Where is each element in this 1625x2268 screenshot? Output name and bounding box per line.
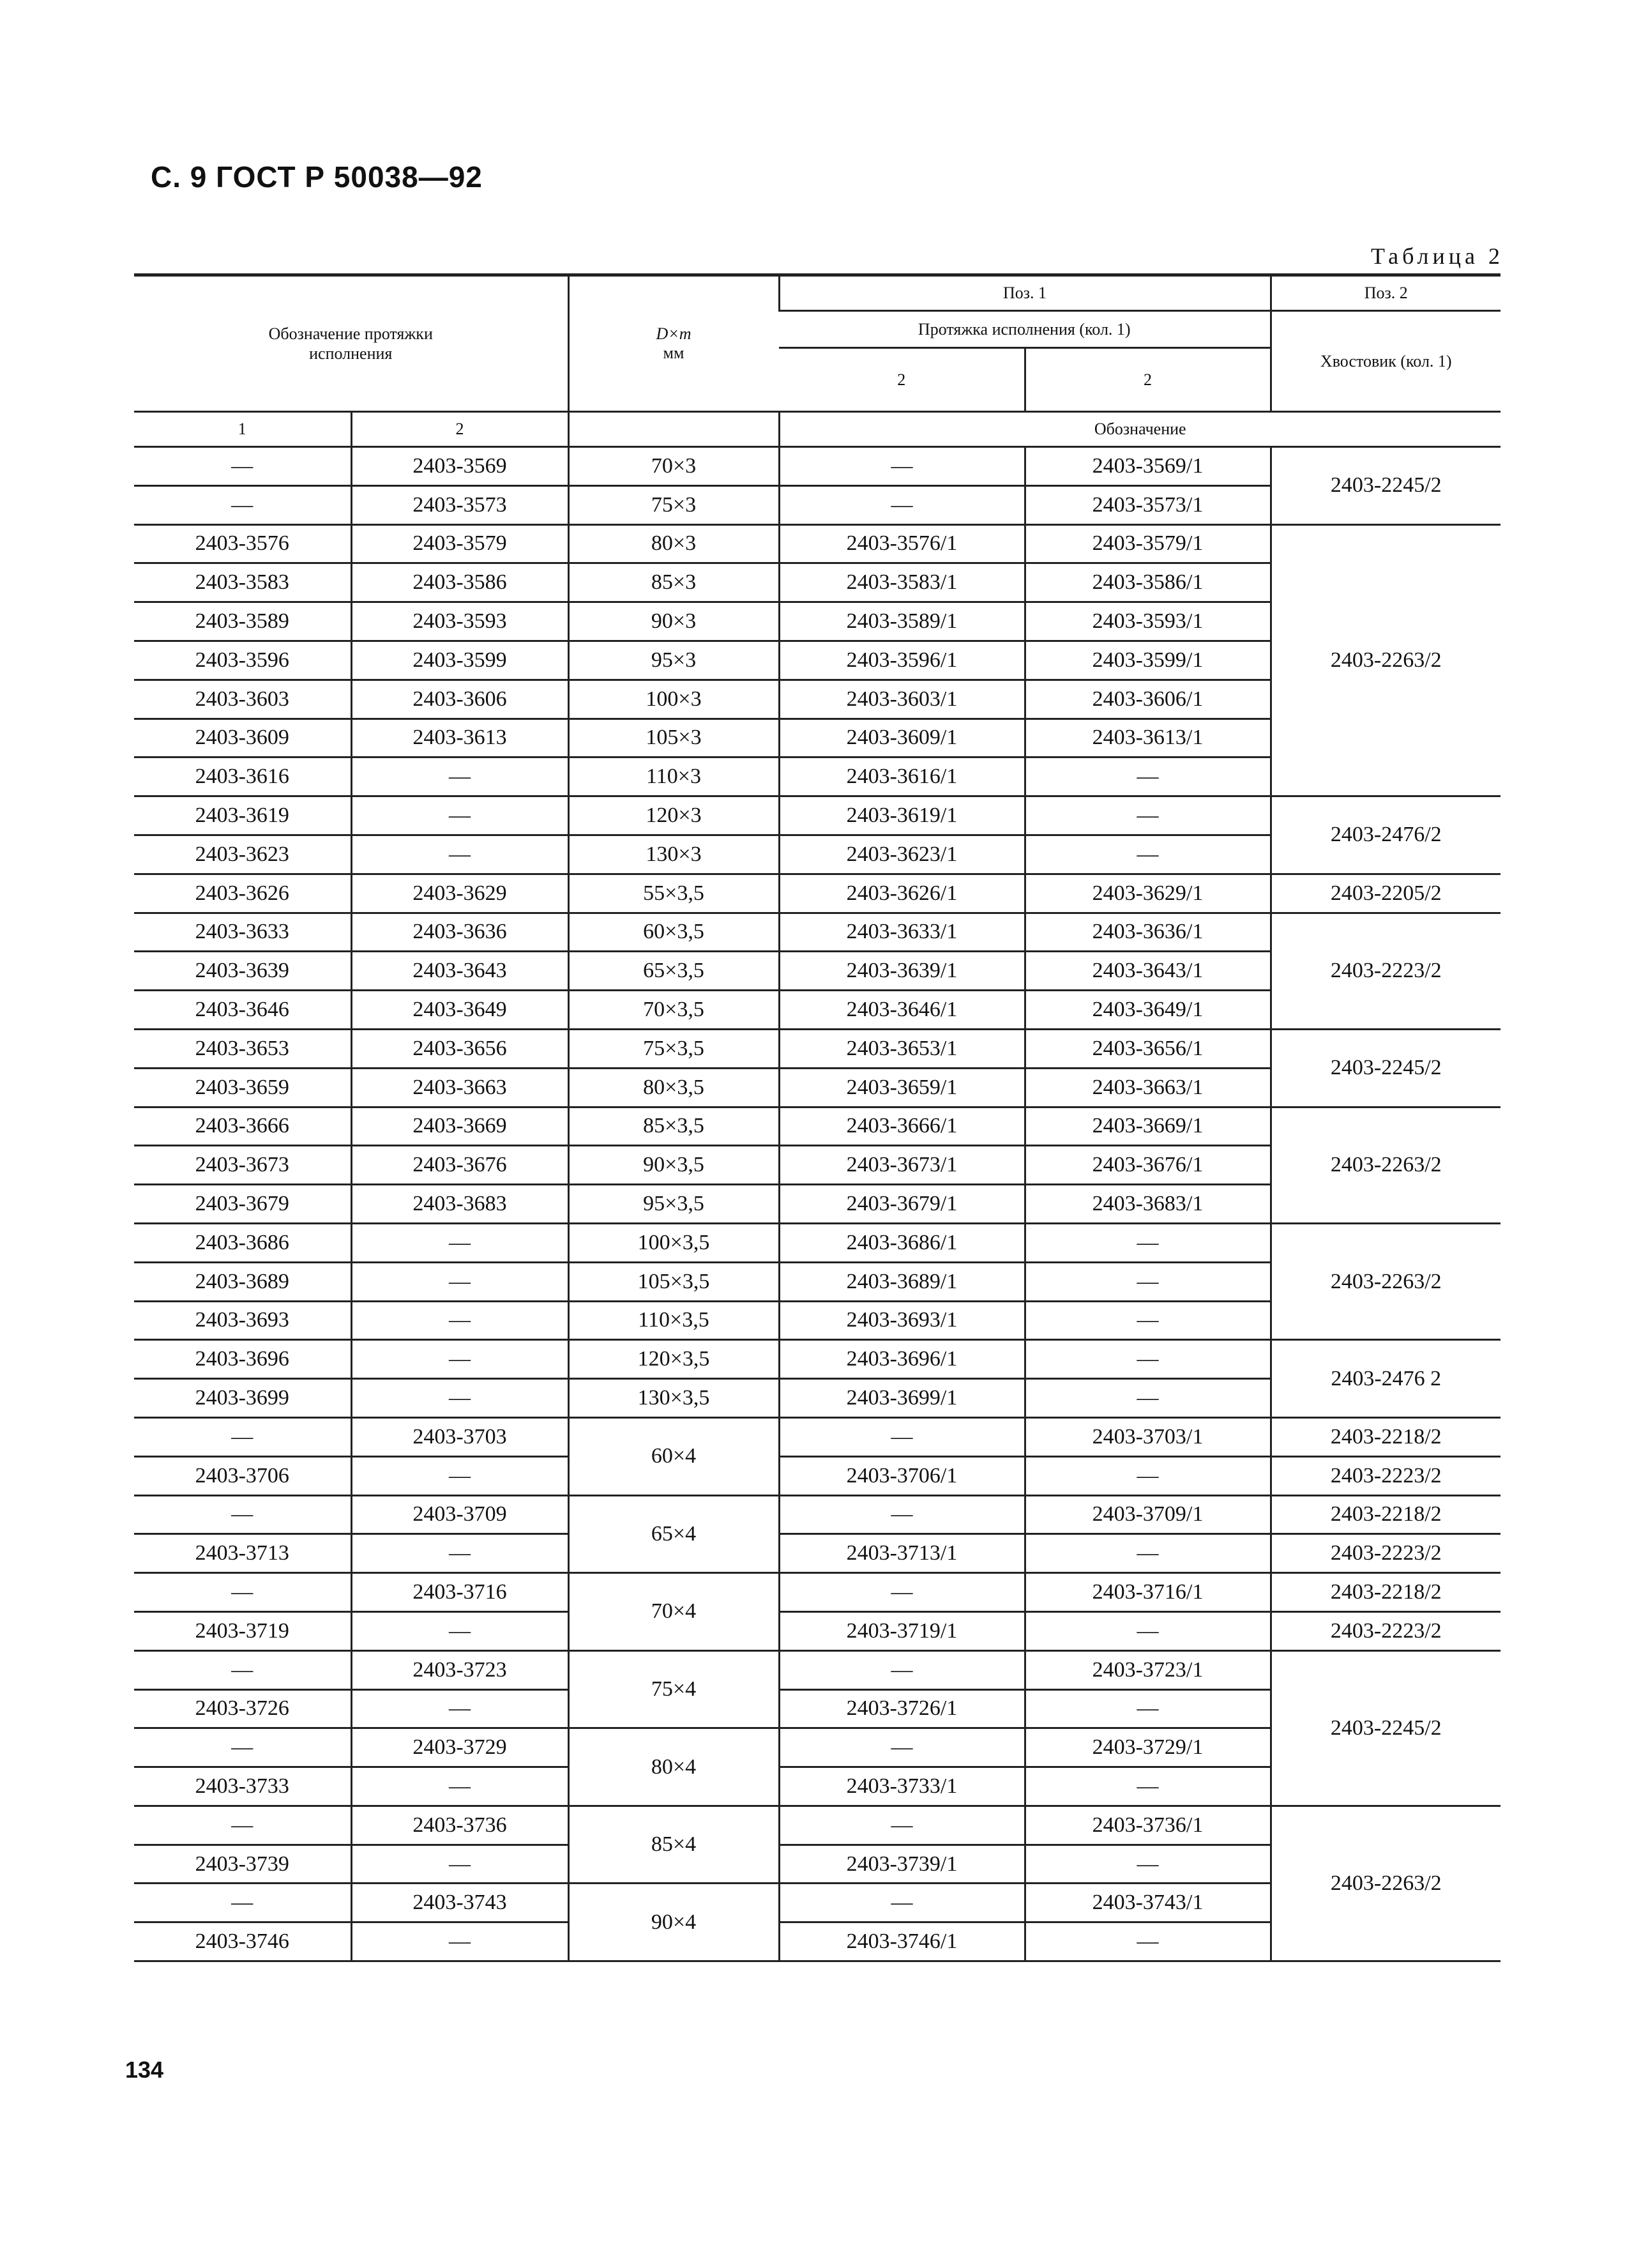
pos1-variant-1-cell: 2403-3699/1 (779, 1379, 1025, 1418)
designation-variant-1-cell: 2403-3603 (134, 680, 351, 719)
table-row (134, 1223, 1500, 1262)
header-pos1-col2: 2 (1025, 348, 1271, 412)
designation-variant-1-cell: 2403-3666 (134, 1107, 351, 1146)
pos1-variant-2-cell: — (1025, 1340, 1271, 1379)
dxm-cell: 120×3,5 (568, 1340, 779, 1379)
designation-variant-1-cell: 2403-3646 (134, 991, 351, 1030)
pos1-variant-2-cell: 2403-3573/1 (1025, 485, 1271, 524)
table-row (134, 1029, 1500, 1068)
pos1-variant-1-cell: 2403-3583/1 (779, 563, 1025, 602)
dxm-cell: 90×4 (568, 1884, 779, 1961)
shank-designation-cell: 2403-2223/2 (1271, 1611, 1500, 1650)
dxm-cell: 55×3,5 (568, 874, 779, 913)
pos1-variant-2-cell: — (1025, 1456, 1271, 1495)
pos1-variant-1-cell: 2403-3679/1 (779, 1185, 1025, 1224)
designation-variant-1-cell: 2403-3739 (134, 1845, 351, 1884)
dxm-cell: 110×3,5 (568, 1301, 779, 1340)
pos1-variant-2-cell: 2403-3729/1 (1025, 1728, 1271, 1767)
designation-variant-1-cell: — (134, 1650, 351, 1689)
designation-variant-2-cell: 2403-3683 (351, 1185, 568, 1224)
dxm-cell: 65×3,5 (568, 952, 779, 991)
pos1-variant-1-cell: 2403-3596/1 (779, 641, 1025, 680)
designation-variant-2-cell: 2403-3656 (351, 1029, 568, 1068)
shank-designation-cell: 2403-2223/2 (1271, 1534, 1500, 1573)
shank-designation-cell: 2403-2223/2 (1271, 1456, 1500, 1495)
shank-designation-cell: 2403-2218/2 (1271, 1495, 1500, 1534)
designation-variant-1-cell: — (134, 485, 351, 524)
dxm-cell: 70×3 (568, 447, 779, 486)
pos1-variant-2-cell: 2403-3703/1 (1025, 1417, 1271, 1456)
header-designation-variant-label: Обозначение протяжки исполнения (268, 324, 433, 363)
pos1-variant-1-cell: 2403-3609/1 (779, 719, 1025, 757)
shank-designation-cell: 2403-2218/2 (1271, 1573, 1500, 1612)
table-row (134, 1495, 1500, 1534)
shank-designation-cell: 2403-2245/2 (1271, 1650, 1500, 1806)
designation-variant-1-cell: 2403-3726 (134, 1689, 351, 1728)
dxm-cell: 75×4 (568, 1650, 779, 1728)
pos1-variant-1-cell: 2403-3589/1 (779, 602, 1025, 641)
designation-variant-2-cell: 2403-3649 (351, 991, 568, 1030)
designation-variant-2-cell: 2403-3586 (351, 563, 568, 602)
designation-variant-2-cell: 2403-3669 (351, 1107, 568, 1146)
shank-designation-cell: 2403-2263/2 (1271, 1806, 1500, 1961)
designation-variant-1-cell: 2403-3689 (134, 1262, 351, 1301)
designation-variant-1-cell: 2403-3626 (134, 874, 351, 913)
pos1-variant-1-cell: 2403-3693/1 (779, 1301, 1025, 1340)
pos1-variant-2-cell: — (1025, 1689, 1271, 1728)
designation-variant-2-cell: — (351, 1301, 568, 1340)
designation-variant-2-cell: 2403-3723 (351, 1650, 568, 1689)
table-row (134, 1107, 1500, 1146)
pos1-variant-1-cell: 2403-3706/1 (779, 1456, 1025, 1495)
dxm-cell: 75×3 (568, 485, 779, 524)
pos1-variant-1-cell: — (779, 1573, 1025, 1612)
designation-variant-2-cell: 2403-3729 (351, 1728, 568, 1767)
pos1-variant-2-cell: 2403-3723/1 (1025, 1650, 1271, 1689)
dxm-cell: 90×3,5 (568, 1146, 779, 1185)
designation-variant-2-cell: 2403-3736 (351, 1806, 568, 1845)
table-row (134, 1611, 1500, 1650)
spec-table-body (134, 447, 1500, 1961)
designation-variant-2-cell: — (351, 1689, 568, 1728)
dxm-cell: 120×3 (568, 796, 779, 835)
shank-designation-cell: 2403-2476 2 (1271, 1340, 1500, 1418)
designation-variant-2-cell: 2403-3579 (351, 524, 568, 563)
pos1-variant-2-cell: 2403-3716/1 (1025, 1573, 1271, 1612)
table-row (134, 1534, 1500, 1573)
pos1-variant-1-cell: 2403-3653/1 (779, 1029, 1025, 1068)
designation-variant-1-cell: 2403-3639 (134, 952, 351, 991)
designation-variant-1-cell: 2403-3673 (134, 1146, 351, 1185)
designation-variant-1-cell: 2403-3686 (134, 1223, 351, 1262)
table-row (134, 1573, 1500, 1612)
designation-variant-1-cell: — (134, 1806, 351, 1845)
dxm-cell: 95×3,5 (568, 1185, 779, 1224)
designation-variant-1-cell: 2403-3693 (134, 1301, 351, 1340)
pos1-variant-1-cell: 2403-3696/1 (779, 1340, 1025, 1379)
designation-variant-2-cell: — (351, 1922, 568, 1961)
header-dxm-label: D×m (656, 324, 692, 343)
shank-designation-cell: 2403-2263/2 (1271, 1223, 1500, 1339)
designation-variant-1-cell: 2403-3719 (134, 1611, 351, 1650)
designation-variant-2-cell: — (351, 796, 568, 835)
pos1-variant-1-cell: 2403-3713/1 (779, 1534, 1025, 1573)
designation-variant-2-cell: — (351, 1611, 568, 1650)
dxm-cell: 75×3,5 (568, 1029, 779, 1068)
designation-variant-2-cell: — (351, 1767, 568, 1806)
designation-variant-1-cell: 2403-3616 (134, 757, 351, 796)
header-pos2-sub-label: Хвостовик (кол. 1) (1320, 351, 1452, 370)
dxm-cell: 90×3 (568, 602, 779, 641)
table-row (134, 874, 1500, 913)
pos1-variant-2-cell: 2403-3643/1 (1025, 952, 1271, 991)
pos1-variant-2-cell: 2403-3613/1 (1025, 719, 1271, 757)
pos1-variant-2-cell: — (1025, 1262, 1271, 1301)
pos1-variant-2-cell: 2403-3676/1 (1025, 1146, 1271, 1185)
page-header-title: С. 9 ГОСТ Р 50038—92 (151, 160, 483, 194)
pos1-variant-1-cell: 2403-3576/1 (779, 524, 1025, 563)
pos1-variant-1-cell: 2403-3633/1 (779, 913, 1025, 952)
dxm-cell: 105×3,5 (568, 1262, 779, 1301)
pos1-variant-1-cell: 2403-3626/1 (779, 874, 1025, 913)
pos1-variant-2-cell: — (1025, 1922, 1271, 1961)
designation-variant-1-cell: 2403-3699 (134, 1379, 351, 1418)
pos1-variant-1-cell: — (779, 1728, 1025, 1767)
pos1-variant-2-cell: 2403-3569/1 (1025, 447, 1271, 486)
dxm-cell: 60×3,5 (568, 913, 779, 952)
designation-variant-1-cell: — (134, 447, 351, 486)
designation-variant-1-cell: — (134, 1417, 351, 1456)
pos1-variant-2-cell: — (1025, 835, 1271, 874)
header-dxm-unit: мм (663, 344, 684, 362)
pos1-variant-2-cell: 2403-3629/1 (1025, 874, 1271, 913)
table-row (134, 1806, 1500, 1845)
pos1-variant-1-cell: — (779, 1417, 1025, 1456)
designation-variant-2-cell: — (351, 1534, 568, 1573)
designation-variant-2-cell: 2403-3606 (351, 680, 568, 719)
designation-variant-2-cell: — (351, 835, 568, 874)
dxm-cell: 80×3,5 (568, 1068, 779, 1107)
pos1-variant-2-cell: — (1025, 1534, 1271, 1573)
dxm-cell: 105×3 (568, 719, 779, 757)
pos1-variant-2-cell: — (1025, 1611, 1271, 1650)
pos1-variant-1-cell: 2403-3739/1 (779, 1845, 1025, 1884)
pos1-variant-2-cell: — (1025, 1301, 1271, 1340)
pos1-variant-1-cell: — (779, 485, 1025, 524)
pos1-variant-1-cell: 2403-3726/1 (779, 1689, 1025, 1728)
table-row (134, 796, 1500, 835)
pos1-variant-2-cell: 2403-3586/1 (1025, 563, 1271, 602)
designation-variant-2-cell: 2403-3743 (351, 1884, 568, 1922)
pos1-variant-1-cell: — (779, 1650, 1025, 1689)
designation-variant-1-cell: 2403-3583 (134, 563, 351, 602)
pos1-variant-1-cell: 2403-3689/1 (779, 1262, 1025, 1301)
designation-variant-2-cell: — (351, 1456, 568, 1495)
designation-variant-1-cell: 2403-3609 (134, 719, 351, 757)
designation-variant-1-cell: 2403-3679 (134, 1185, 351, 1224)
pos1-variant-2-cell: — (1025, 1845, 1271, 1884)
pos1-variant-2-cell: 2403-3636/1 (1025, 913, 1271, 952)
header-num-col2: 2 (351, 412, 568, 447)
table-row (134, 1340, 1500, 1379)
pos1-variant-2-cell: 2403-3669/1 (1025, 1107, 1271, 1146)
designation-variant-1-cell: 2403-3653 (134, 1029, 351, 1068)
shank-designation-cell: 2403-2263/2 (1271, 524, 1500, 796)
designation-variant-2-cell: — (351, 1262, 568, 1301)
pos1-variant-2-cell: 2403-3656/1 (1025, 1029, 1271, 1068)
pos1-variant-1-cell: — (779, 447, 1025, 486)
designation-variant-2-cell: 2403-3716 (351, 1573, 568, 1612)
pos1-variant-2-cell: 2403-3663/1 (1025, 1068, 1271, 1107)
designation-variant-2-cell: 2403-3709 (351, 1495, 568, 1534)
designation-variant-2-cell: — (351, 1845, 568, 1884)
designation-variant-1-cell: — (134, 1884, 351, 1922)
table-row (134, 1650, 1500, 1689)
pos1-variant-1-cell: 2403-3646/1 (779, 991, 1025, 1030)
pos1-variant-1-cell: 2403-3666/1 (779, 1107, 1025, 1146)
pos1-variant-2-cell: 2403-3649/1 (1025, 991, 1271, 1030)
pos1-variant-2-cell: 2403-3736/1 (1025, 1806, 1271, 1845)
designation-variant-1-cell: 2403-3706 (134, 1456, 351, 1495)
dxm-cell: 130×3 (568, 835, 779, 874)
pos1-variant-2-cell: 2403-3599/1 (1025, 641, 1271, 680)
designation-variant-2-cell: 2403-3676 (351, 1146, 568, 1185)
designation-variant-1-cell: 2403-3659 (134, 1068, 351, 1107)
designation-variant-1-cell: 2403-3596 (134, 641, 351, 680)
dxm-cell: 85×3 (568, 563, 779, 602)
table-row (134, 1417, 1500, 1456)
designation-variant-1-cell: — (134, 1728, 351, 1767)
designation-variant-1-cell: 2403-3619 (134, 796, 351, 835)
table-row (134, 447, 1500, 486)
pos1-variant-1-cell: 2403-3673/1 (779, 1146, 1025, 1185)
pos1-variant-2-cell: — (1025, 1379, 1271, 1418)
designation-variant-2-cell: 2403-3569 (351, 447, 568, 486)
table-row (134, 913, 1500, 952)
designation-variant-1-cell: 2403-3589 (134, 602, 351, 641)
pos1-variant-2-cell: — (1025, 796, 1271, 835)
shank-designation-cell: 2403-2245/2 (1271, 447, 1500, 525)
pos1-variant-2-cell: 2403-3709/1 (1025, 1495, 1271, 1534)
header-pos2-sub (1271, 311, 1500, 412)
header-dxm (568, 275, 779, 412)
shank-designation-cell: 2403-2245/2 (1271, 1029, 1500, 1107)
pos1-variant-2-cell: 2403-3579/1 (1025, 524, 1271, 563)
designation-variant-1-cell: 2403-3733 (134, 1767, 351, 1806)
designation-variant-2-cell: 2403-3599 (351, 641, 568, 680)
designation-variant-1-cell: — (134, 1573, 351, 1612)
dxm-cell: 65×4 (568, 1495, 779, 1573)
dxm-cell: 85×3,5 (568, 1107, 779, 1146)
pos1-variant-1-cell: 2403-3616/1 (779, 757, 1025, 796)
designation-variant-2-cell: 2403-3703 (351, 1417, 568, 1456)
dxm-cell: 60×4 (568, 1417, 779, 1495)
designation-variant-1-cell: — (134, 1495, 351, 1534)
designation-variant-1-cell: 2403-3696 (134, 1340, 351, 1379)
pos1-variant-1-cell: 2403-3639/1 (779, 952, 1025, 991)
designation-variant-2-cell: 2403-3636 (351, 913, 568, 952)
pos1-variant-2-cell: — (1025, 757, 1271, 796)
header-num-blank (568, 412, 779, 447)
pos1-variant-2-cell: 2403-3593/1 (1025, 602, 1271, 641)
dxm-cell: 80×4 (568, 1728, 779, 1806)
pos1-variant-1-cell: — (779, 1495, 1025, 1534)
designation-variant-1-cell: 2403-3633 (134, 913, 351, 952)
pos1-variant-1-cell: — (779, 1806, 1025, 1845)
header-designation: Обозначение (779, 412, 1500, 447)
dxm-cell: 70×3,5 (568, 991, 779, 1030)
table-row (134, 1456, 1500, 1495)
designation-variant-2-cell: — (351, 1223, 568, 1262)
header-pos1-col1: 2 (779, 348, 1025, 412)
page-number: 134 (125, 2057, 164, 2083)
dxm-cell: 100×3,5 (568, 1223, 779, 1262)
pos1-variant-1-cell: 2403-3733/1 (779, 1767, 1025, 1806)
shank-designation-cell: 2403-2223/2 (1271, 913, 1500, 1029)
dxm-cell: 100×3 (568, 680, 779, 719)
pos1-variant-2-cell: 2403-3606/1 (1025, 680, 1271, 719)
pos1-variant-1-cell: 2403-3746/1 (779, 1922, 1025, 1961)
header-pos2: Поз. 2 (1271, 275, 1500, 311)
header-designation-variant (134, 275, 568, 412)
designation-variant-2-cell: 2403-3643 (351, 952, 568, 991)
dxm-cell: 95×3 (568, 641, 779, 680)
dxm-cell: 130×3,5 (568, 1379, 779, 1418)
pos1-variant-2-cell: — (1025, 1767, 1271, 1806)
designation-variant-1-cell: 2403-3623 (134, 835, 351, 874)
designation-variant-1-cell: 2403-3576 (134, 524, 351, 563)
designation-variant-2-cell: 2403-3663 (351, 1068, 568, 1107)
designation-variant-1-cell: 2403-3746 (134, 1922, 351, 1961)
designation-variant-2-cell: 2403-3613 (351, 719, 568, 757)
designation-variant-2-cell: — (351, 1379, 568, 1418)
shank-designation-cell: 2403-2263/2 (1271, 1107, 1500, 1223)
pos1-variant-1-cell: 2403-3719/1 (779, 1611, 1025, 1650)
pos1-variant-2-cell: — (1025, 1223, 1271, 1262)
header-pos1: Поз. 1 (779, 275, 1271, 311)
pos1-variant-1-cell: 2403-3619/1 (779, 796, 1025, 835)
table-row (134, 524, 1500, 563)
shank-designation-cell: 2403-2476/2 (1271, 796, 1500, 874)
designation-variant-2-cell: 2403-3593 (351, 602, 568, 641)
dxm-cell: 80×3 (568, 524, 779, 563)
pos1-variant-1-cell: 2403-3686/1 (779, 1223, 1025, 1262)
designation-variant-1-cell: 2403-3713 (134, 1534, 351, 1573)
pos1-variant-1-cell: 2403-3603/1 (779, 680, 1025, 719)
designation-variant-2-cell: 2403-3573 (351, 485, 568, 524)
pos1-variant-1-cell: 2403-3623/1 (779, 835, 1025, 874)
pos1-variant-2-cell: 2403-3743/1 (1025, 1884, 1271, 1922)
dxm-cell: 110×3 (568, 757, 779, 796)
dxm-cell: 70×4 (568, 1573, 779, 1651)
header-num-col1: 1 (134, 412, 351, 447)
pos1-variant-1-cell: — (779, 1884, 1025, 1922)
table-caption: Таблица 2 (1371, 243, 1504, 269)
pos1-variant-2-cell: 2403-3683/1 (1025, 1185, 1271, 1224)
pos1-variant-1-cell: 2403-3659/1 (779, 1068, 1025, 1107)
designation-variant-2-cell: — (351, 1340, 568, 1379)
designation-variant-2-cell: 2403-3629 (351, 874, 568, 913)
header-pos1-sub: Протяжка исполнения (кол. 1) (779, 311, 1271, 348)
spec-table (134, 273, 1500, 1962)
dxm-cell: 85×4 (568, 1806, 779, 1884)
shank-designation-cell: 2403-2205/2 (1271, 874, 1500, 913)
shank-designation-cell: 2403-2218/2 (1271, 1417, 1500, 1456)
designation-variant-2-cell: — (351, 757, 568, 796)
